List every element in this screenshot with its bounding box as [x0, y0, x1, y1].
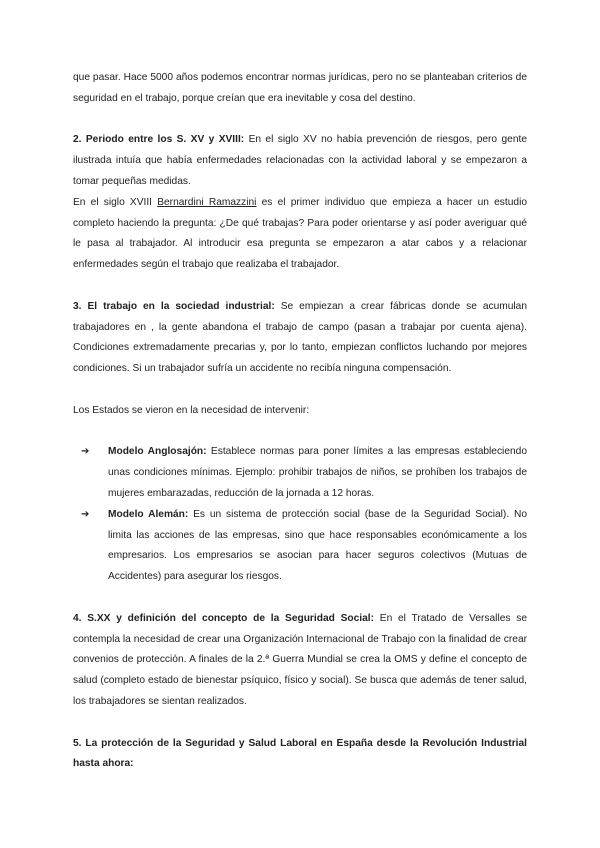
model-aleman-item — [73, 505, 527, 588]
section-3-text: Se empiezan a crear fábricas donde se acumulan trabajadores en , la gente abandona el trabajo de campo (pasan a trabajar por cuenta ajena). Condiciones extremadamente precarias y, por lo tanto, empiezan conflictos luchando por mejores condiciones. Si un trabajador sufría un accidente no recibía ninguna compensación. — [73, 300, 528, 375]
section-2b-post: es el primer individuo que empieza a hacer un estudio completo haciendo la pregunta: ¿De qué trabajas? Para poder orientarse y así poder averiguar qué le pasa al trabajador. Al introducir esa pregunta se empezaron a atar cabos y a relacionar enfermedades según el trabajo que realizaba el trabajador. — [73, 196, 527, 271]
model-anglosajon-text: Establece normas para poner límites a las empresas estableciendo unas condiciones mínimas. Ejemplo: prohibir trabajos de niños, se prohíben los trabajos de mujeres embarazadas, reducción de la jornada a 12 horas. — [108, 446, 527, 499]
model-aleman-title: Modelo Alemán: — [108, 508, 189, 520]
section-3-paragraph — [73, 297, 527, 380]
section-2-paragraph — [73, 130, 527, 192]
section-2-text: En el siglo XV no había prevención de riesgos, pero gente ilustrada intuía que había enfermedades relacionadas con la actividad laboral y se empezaron a tomar pequeñas medidas. — [73, 134, 527, 187]
arrow-icon: ➔ — [81, 446, 90, 458]
models-list — [73, 442, 527, 588]
model-anglosajon-title: Modelo Anglosajón: — [108, 446, 207, 458]
section-3-title: 3. El trabajo en la sociedad industrial: — [73, 300, 275, 312]
section-4-text: En el Tratado de Versalles se contempla la necesidad de crear una Organización Internacional de Trabajo con la finalidad de crear convenios de protección. A finales de la 2.ª Guerra Mundial se crea la OMS y define el concepto de salud (completo estado de bienestar psíquico, físico y social). Se busca que además de tener salud, los trabajadores se sientan realizados. — [73, 612, 527, 707]
section-5-title: 5. La protección de la Seguridad y Salud Laboral en España desde la Revolución Industrial hasta ahora: — [73, 737, 527, 770]
arrow-icon: ➔ — [81, 508, 90, 520]
model-anglosajon-item — [73, 442, 527, 504]
ramazzini-name: Bernardini Ramazzini — [157, 196, 257, 208]
states-paragraph: Los Estados se vieron en la necesidad de intervenir: — [73, 404, 310, 416]
section-4-title: 4. S.XX y definición del concepto de la Seguridad Social: — [73, 612, 375, 624]
section-2b-paragraph — [73, 193, 527, 276]
intro-paragraph: que pasar. Hace 5000 años podemos encontrar normas jurídicas, pero no se planteaban criterios de seguridad en el trabajo, porque creían que era inevitable y cosa del destino. — [73, 72, 527, 104]
section-2b-pre: En el siglo XVIII — [73, 196, 158, 208]
model-aleman-text: Es un sistema de protección social (base de la Seguridad Social). No limita las acciones de las empresas, sino que hace responsables económicamente a los empresarios. Los empresarios se asocian para hacer seguros colectivos (Mutuas de Accidentes) para asegurar los riesgos. — [108, 508, 528, 583]
section-4-paragraph — [73, 609, 527, 713]
section-2-title: 2. Periodo entre los S. XV y XVIII: — [73, 134, 245, 146]
